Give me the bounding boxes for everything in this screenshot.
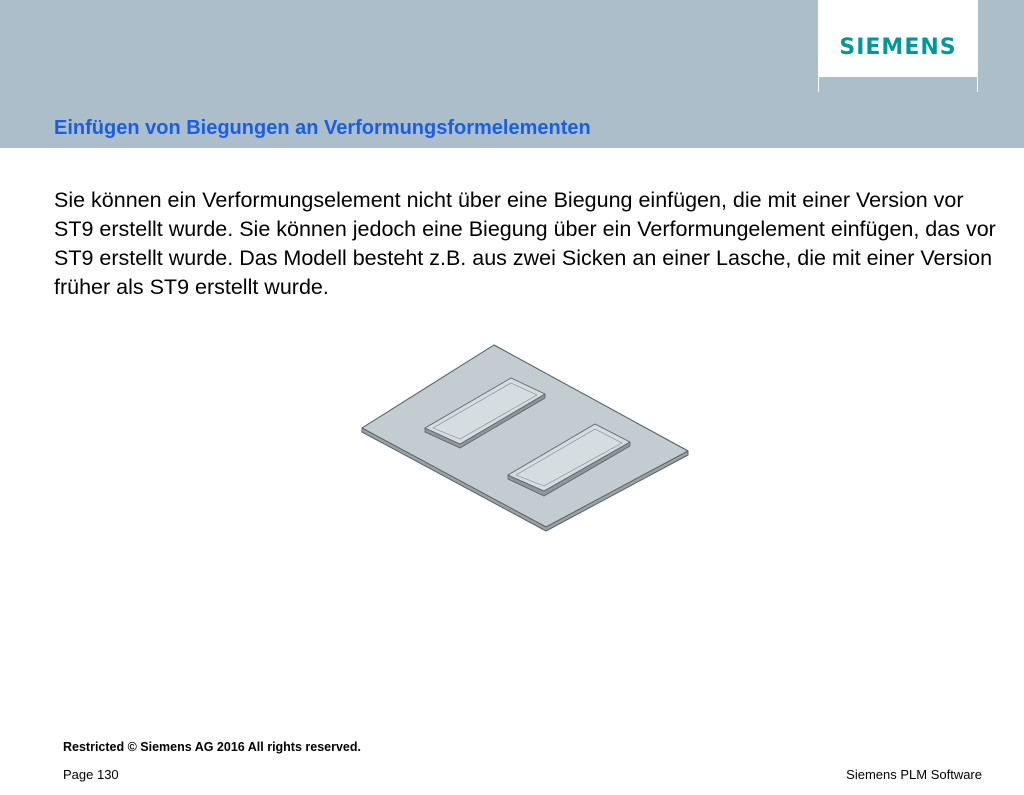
- footer-restricted: Restricted © Siemens AG 2016 All rights reserved.: [63, 740, 361, 754]
- slide-title: Einfügen von Biegungen an Verformungsformelementen: [54, 117, 591, 139]
- body-text: Sie können ein Verformungselement nicht über eine Biegung einfügen, die mit einer Version vor ST9 erstellt wurde. Sie können jedoch eine Biegung über ein Verformungelement einfügen, das vor ST9 erstellt wurde. Das Modell besteht z.B. aus zwei Sicken an einer Lasche, die mit einer Version früher als ST9 erstellt wurde.: [54, 188, 996, 299]
- logo-tab: [818, 75, 978, 92]
- model-illustration: [355, 340, 700, 535]
- footer-brand: Siemens PLM Software: [846, 767, 982, 782]
- footer-page-number: Page 130: [63, 767, 119, 782]
- siemens-logo: [818, 0, 978, 75]
- siemens-logo-text: SIEMENS: [839, 35, 957, 60]
- plate-top: [362, 345, 688, 527]
- sheet-metal-tab-with-two-beads-icon: [355, 340, 700, 535]
